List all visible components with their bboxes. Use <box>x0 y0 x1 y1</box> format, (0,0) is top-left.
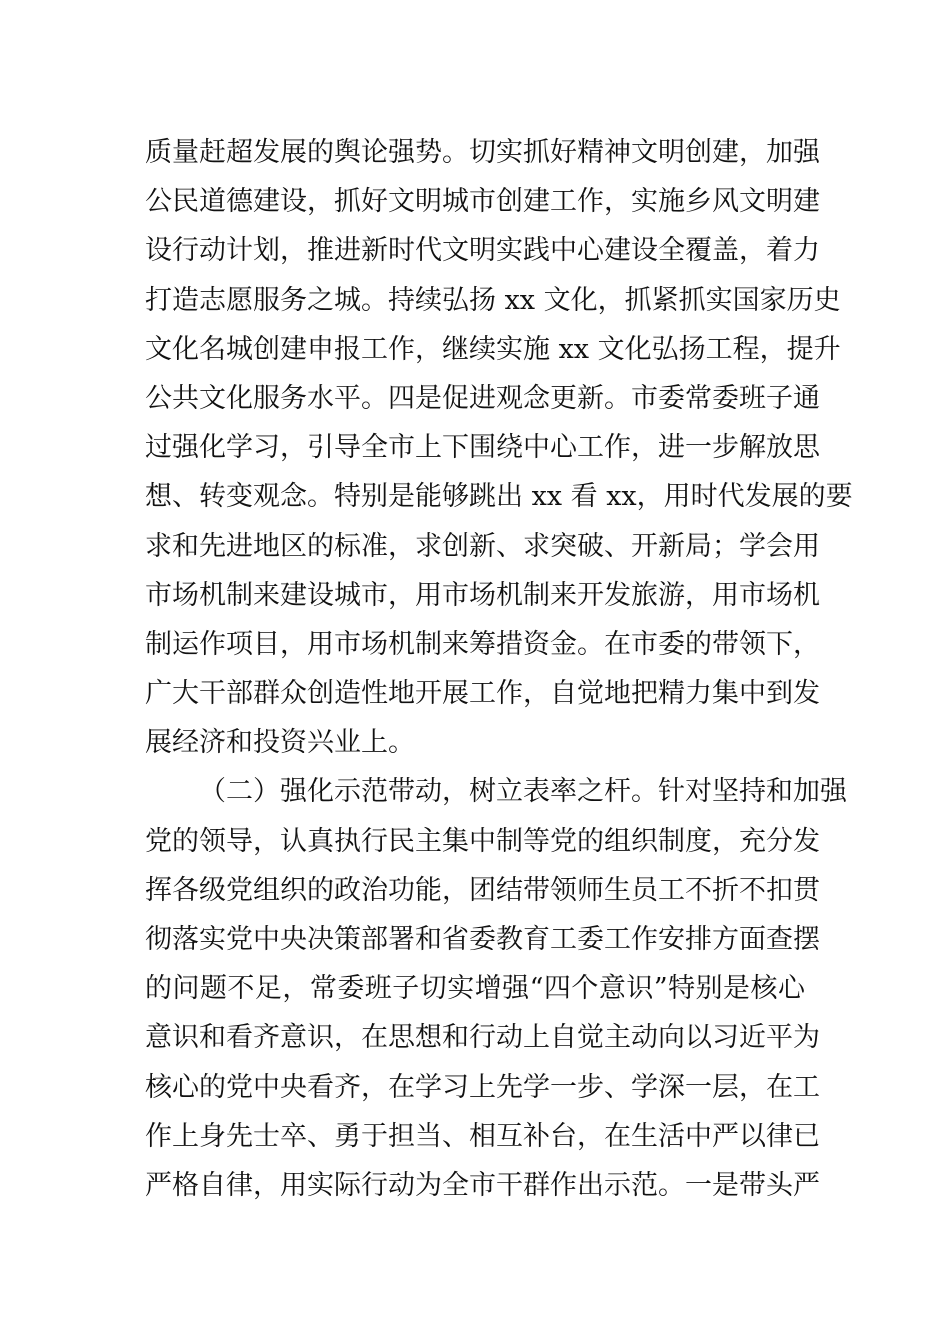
text-line: 打造志愿服务之城。持续弘扬 xx 文化，抓紧抓实国家历史 <box>145 284 841 316</box>
text-line: 制运作项目，用市场机制来筹措资金。在市委的带领下， <box>145 628 820 660</box>
text-line: 挥各级党组织的政治功能，团结带领师生员工不折不扣贯 <box>145 874 820 906</box>
text-line: 彻落实党中央决策部署和省委教育工委工作安排方面查摆 <box>145 924 820 955</box>
text-line: 作上身先士卒、勇于担当、相互补台，在生活中严以律已 <box>145 1120 820 1152</box>
body-text <box>145 128 853 1210</box>
section-heading-line: （二）强化示范带动，树立表率之杆。针对坚持和加强 <box>199 776 847 808</box>
text-line: 公民道德建设，抓好文明城市创建工作，实施乡风文明建 <box>145 186 820 218</box>
text-line: 文化名城创建申报工作，继续实施 xx 文化弘扬工程，提升 <box>145 333 841 365</box>
text-line: 市场机制来建设城市，用市场机制来开发旅游，用市场机 <box>145 579 820 611</box>
text-line: 严格自律，用实际行动为全市干群作出示范。一是带头严 <box>145 1169 820 1201</box>
text-line: 公共文化服务水平。四是促进观念更新。市委常委班子通 <box>145 382 820 414</box>
text-line: 求和先进地区的标准，求创新、求突破、开新局；学会用 <box>145 530 820 562</box>
text-line: 党的领导，认真执行民主集中制等党的组织制度，充分发 <box>145 825 820 857</box>
text-line: 意识和看齐意识，在思想和行动上自觉主动向以习近平为 <box>145 1022 820 1054</box>
text-line: 过强化学习，引导全市上下围绕中心工作，进一步解放思 <box>145 432 820 464</box>
text-line: 质量赶超发展的舆论强势。切实抓好精神文明创建，加强 <box>145 137 820 168</box>
paragraph-end-line: 展经济和投资兴业上。 <box>145 727 415 759</box>
text-line: 广大干部群众创造性地开展工作，自觉地把精力集中到发 <box>145 678 820 710</box>
text-line: 设行动计划，推进新时代文明实践中心建设全覆盖，着力 <box>145 235 820 267</box>
text-line: 想、转变观念。特别是能够跳出 xx 看 xx，用时代发展的要 <box>145 481 853 513</box>
text-line: 的问题不足，常委班子切实增强“四个意识”特别是核心 <box>145 973 805 1005</box>
text-line: 核心的党中央看齐，在学习上先学一步、学深一层，在工 <box>145 1071 820 1103</box>
